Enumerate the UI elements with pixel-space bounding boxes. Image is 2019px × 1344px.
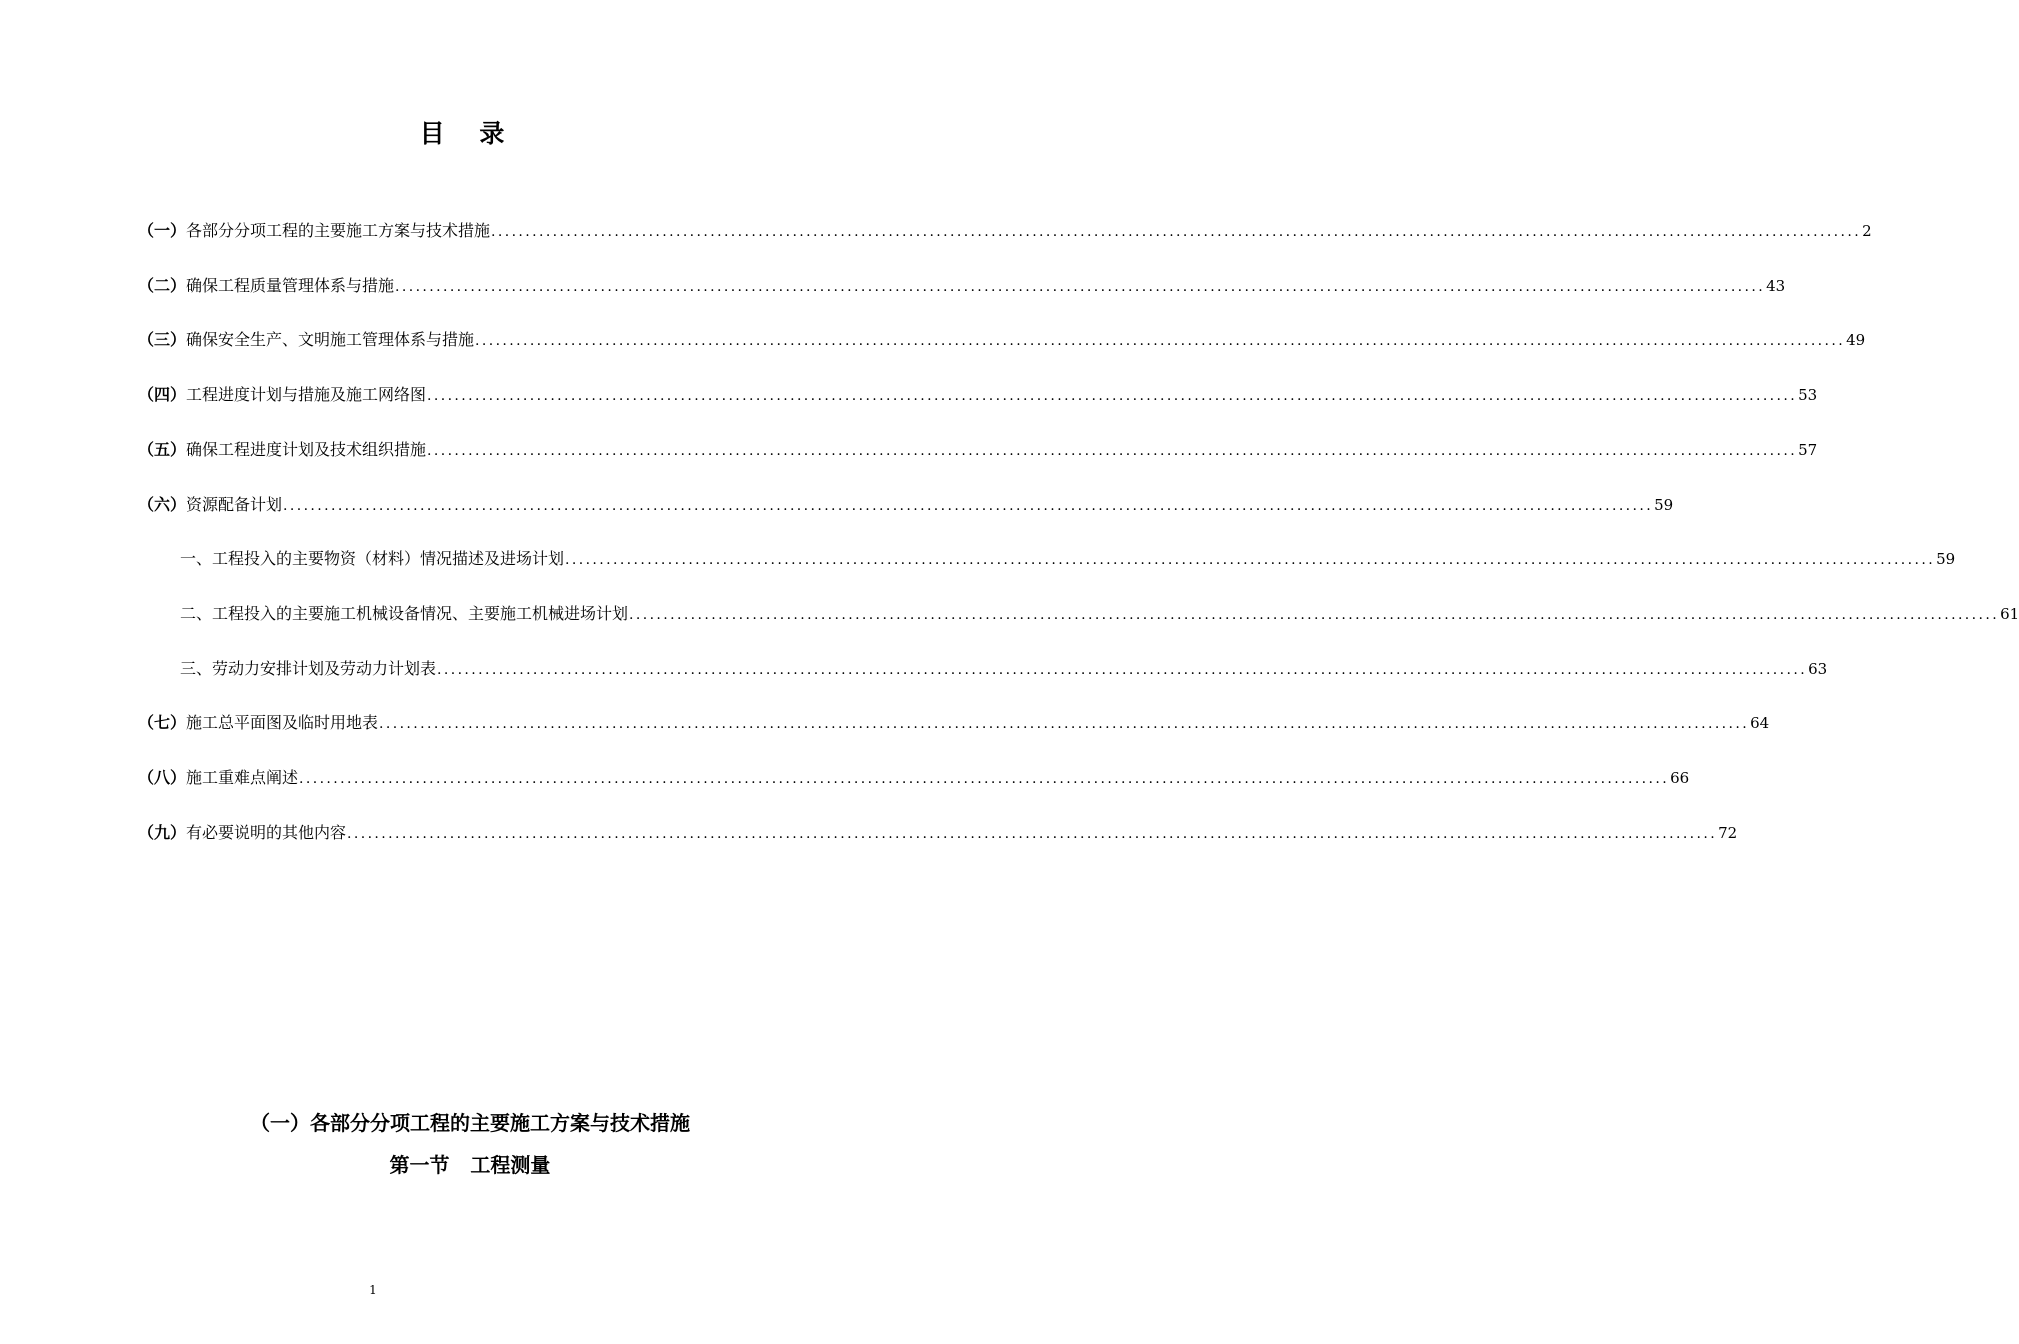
toc-entry[interactable] (138, 765, 1690, 789)
toc-entry-page: 53 (1798, 386, 1818, 404)
section-heading: （一）各部分分项工程的主要施工方案与技术措施 (250, 1111, 690, 1135)
toc-entry-number: （八） (138, 768, 187, 787)
toc-entry-page: 63 (1808, 660, 1828, 678)
toc-entry-text: 三、劳动力安排计划及劳动力计划表 (180, 659, 437, 678)
toc-entry[interactable] (138, 382, 1818, 406)
toc-entry-page: 72 (1718, 824, 1738, 842)
toc-entry-text: 资源配备计划 (186, 495, 283, 514)
toc-entry-page: 49 (1846, 331, 1866, 349)
toc-title: 目 录 (419, 119, 505, 148)
page-number: 1 (369, 1283, 377, 1297)
toc-entry-text: 各部分分项工程的主要施工方案与技术措施 (186, 221, 491, 240)
toc-entry[interactable] (138, 820, 1738, 844)
section-subheading: 第一节 工程测量 (389, 1153, 551, 1177)
toc-entry-page: 61 (2000, 605, 2019, 623)
toc-entry-page: 59 (1936, 550, 1956, 568)
toc-entry-number: （七） (138, 713, 187, 732)
toc-entry-number: （二） (138, 276, 187, 295)
toc-entry[interactable] (138, 218, 1872, 242)
toc-entry-page: 57 (1798, 441, 1818, 459)
toc-entry-page: 43 (1766, 277, 1786, 295)
toc-entry-number: （四） (138, 385, 187, 404)
toc-dot-leader: ........................................................................................................................................................................................................ (437, 662, 1808, 678)
toc-entry[interactable] (180, 601, 2019, 625)
toc-entry[interactable] (180, 656, 1828, 680)
toc-entry-page: 64 (1750, 714, 1770, 732)
toc-entry-page: 59 (1654, 496, 1674, 514)
toc-dot-leader: ........................................................................................................................................................................................................ (379, 716, 1750, 732)
toc-entry-text: 有必要说明的其他内容 (186, 823, 347, 842)
toc-entry[interactable] (138, 492, 1674, 516)
toc-entry[interactable] (138, 327, 1866, 351)
toc-entry-page: 2 (1862, 222, 1872, 240)
toc-entry[interactable] (138, 273, 1786, 297)
toc-dot-leader: ........................................................................................................................................................................................................ (395, 279, 1766, 295)
toc-entry-text: 确保工程进度计划及技术组织措施 (186, 440, 427, 459)
toc-entry-number: （六） (138, 495, 187, 514)
toc-entry-number: （九） (138, 823, 187, 842)
toc-dot-leader: ........................................................................................................................................................................................................ (299, 771, 1670, 787)
toc-dot-leader: ........................................................................................................................................................................................................ (475, 333, 1846, 349)
toc-dot-leader: ........................................................................................................................................................................................................ (283, 498, 1654, 514)
toc-dot-leader: ........................................................................................................................................................................................................ (565, 552, 1936, 568)
toc-entry-page: 66 (1670, 769, 1690, 787)
toc-dot-leader: ........................................................................................................................................................................................................ (629, 607, 2000, 623)
toc-entry[interactable] (138, 710, 1770, 734)
toc-entry-text: 二、工程投入的主要施工机械设备情况、主要施工机械进场计划 (180, 604, 629, 623)
toc-entry-text: 施工重难点阐述 (186, 768, 299, 787)
toc-entry-text: 确保工程质量管理体系与措施 (186, 276, 395, 295)
toc-entry[interactable] (138, 437, 1818, 461)
toc-entry-text: 工程进度计划与措施及施工网络图 (186, 385, 427, 404)
toc-dot-leader: ........................................................................................................................................................................................................ (347, 826, 1718, 842)
toc-dot-leader: ........................................................................................................................................................................................................ (427, 388, 1798, 404)
toc-entry-number: （三） (138, 330, 187, 349)
toc-entry-number: （一） (138, 221, 187, 240)
toc-dot-leader: ........................................................................................................................................................................................................ (427, 443, 1798, 459)
toc-entry-text: 确保安全生产、文明施工管理体系与措施 (186, 330, 475, 349)
toc-dot-leader: ........................................................................................................................................................................................................ (491, 224, 1862, 240)
toc-entry[interactable] (180, 546, 1956, 570)
toc-entry-number: （五） (138, 440, 187, 459)
toc-entry-text: 施工总平面图及临时用地表 (186, 713, 379, 732)
toc-entry-text: 一、工程投入的主要物资（材料）情况描述及进场计划 (180, 549, 565, 568)
